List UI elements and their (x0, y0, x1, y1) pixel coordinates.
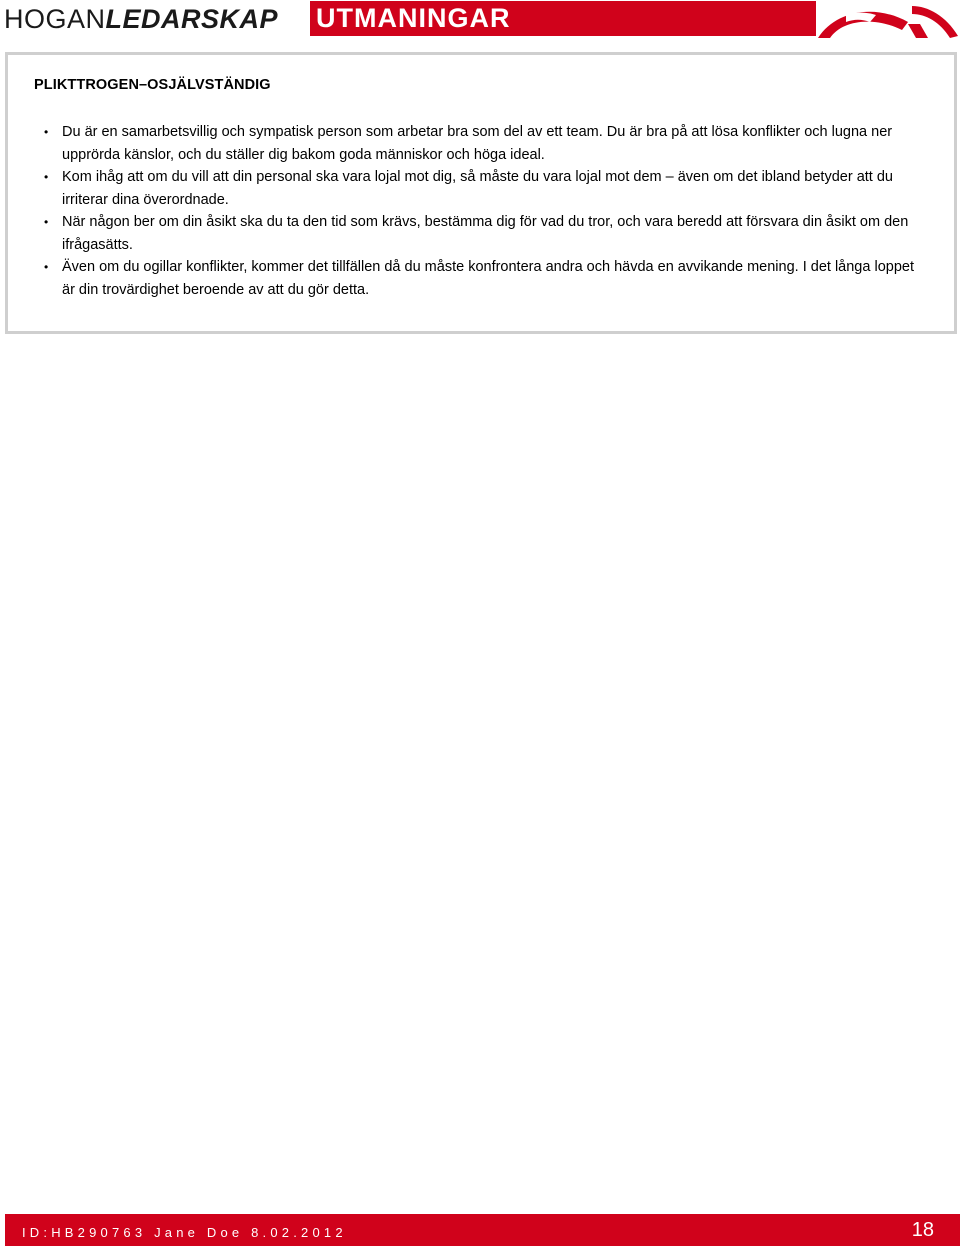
hogan-logo-icon (816, 0, 960, 40)
bullet-item (44, 121, 916, 166)
bullet-icon: • (44, 215, 49, 229)
brand-wordmark (4, 2, 278, 36)
box-title: PLIKTTROGEN–OSJÄLVSTÄNDIG (34, 77, 271, 93)
report-id: ID:HB290763 Jane Doe 8.02.2012 (22, 1225, 347, 1240)
bullet-list (44, 121, 916, 301)
page-footer (5, 1214, 960, 1246)
bullet-text: Du är en samarbetsvillig och sympatisk person som arbetar bra som del av ett team. Du är bra på att lösa konflikter och lugna ner upprörda känslor, och du ställer dig bakom goda människor och höga ideal. (62, 124, 893, 163)
section-title-bar (310, 1, 816, 36)
bullet-text: När någon ber om din åsikt ska du ta den tid som krävs, bestämma dig för vad du tror, och vara beredd att försvara din åsikt om den ifrågasätts. (62, 214, 909, 253)
bullet-item (44, 256, 916, 301)
page-number: 18 (911, 1219, 934, 1241)
bullet-text: Även om du ogillar konflikter, kommer det tillfällen då du måste konfrontera andra och hävda en avvikande mening. I det långa loppet är din trovärdighet beroende av att du gör detta. (62, 259, 914, 298)
bullet-item (44, 211, 916, 256)
bullet-icon: • (44, 260, 49, 274)
content-box (5, 52, 957, 334)
bullet-icon: • (44, 170, 49, 184)
page-header (0, 0, 960, 40)
bullet-item (44, 166, 916, 211)
bullet-icon: • (44, 125, 49, 139)
brand-bold: LEDARSKAP (105, 4, 279, 34)
bullet-text: Kom ihåg att om du vill att din personal ska vara lojal mot dig, så måste du vara lojal mot dem – även om det ibland betyder att du irriterar dina överordnade. (62, 169, 893, 208)
brand-light: HOGAN (4, 4, 106, 34)
section-title: UTMANINGAR (316, 3, 511, 33)
